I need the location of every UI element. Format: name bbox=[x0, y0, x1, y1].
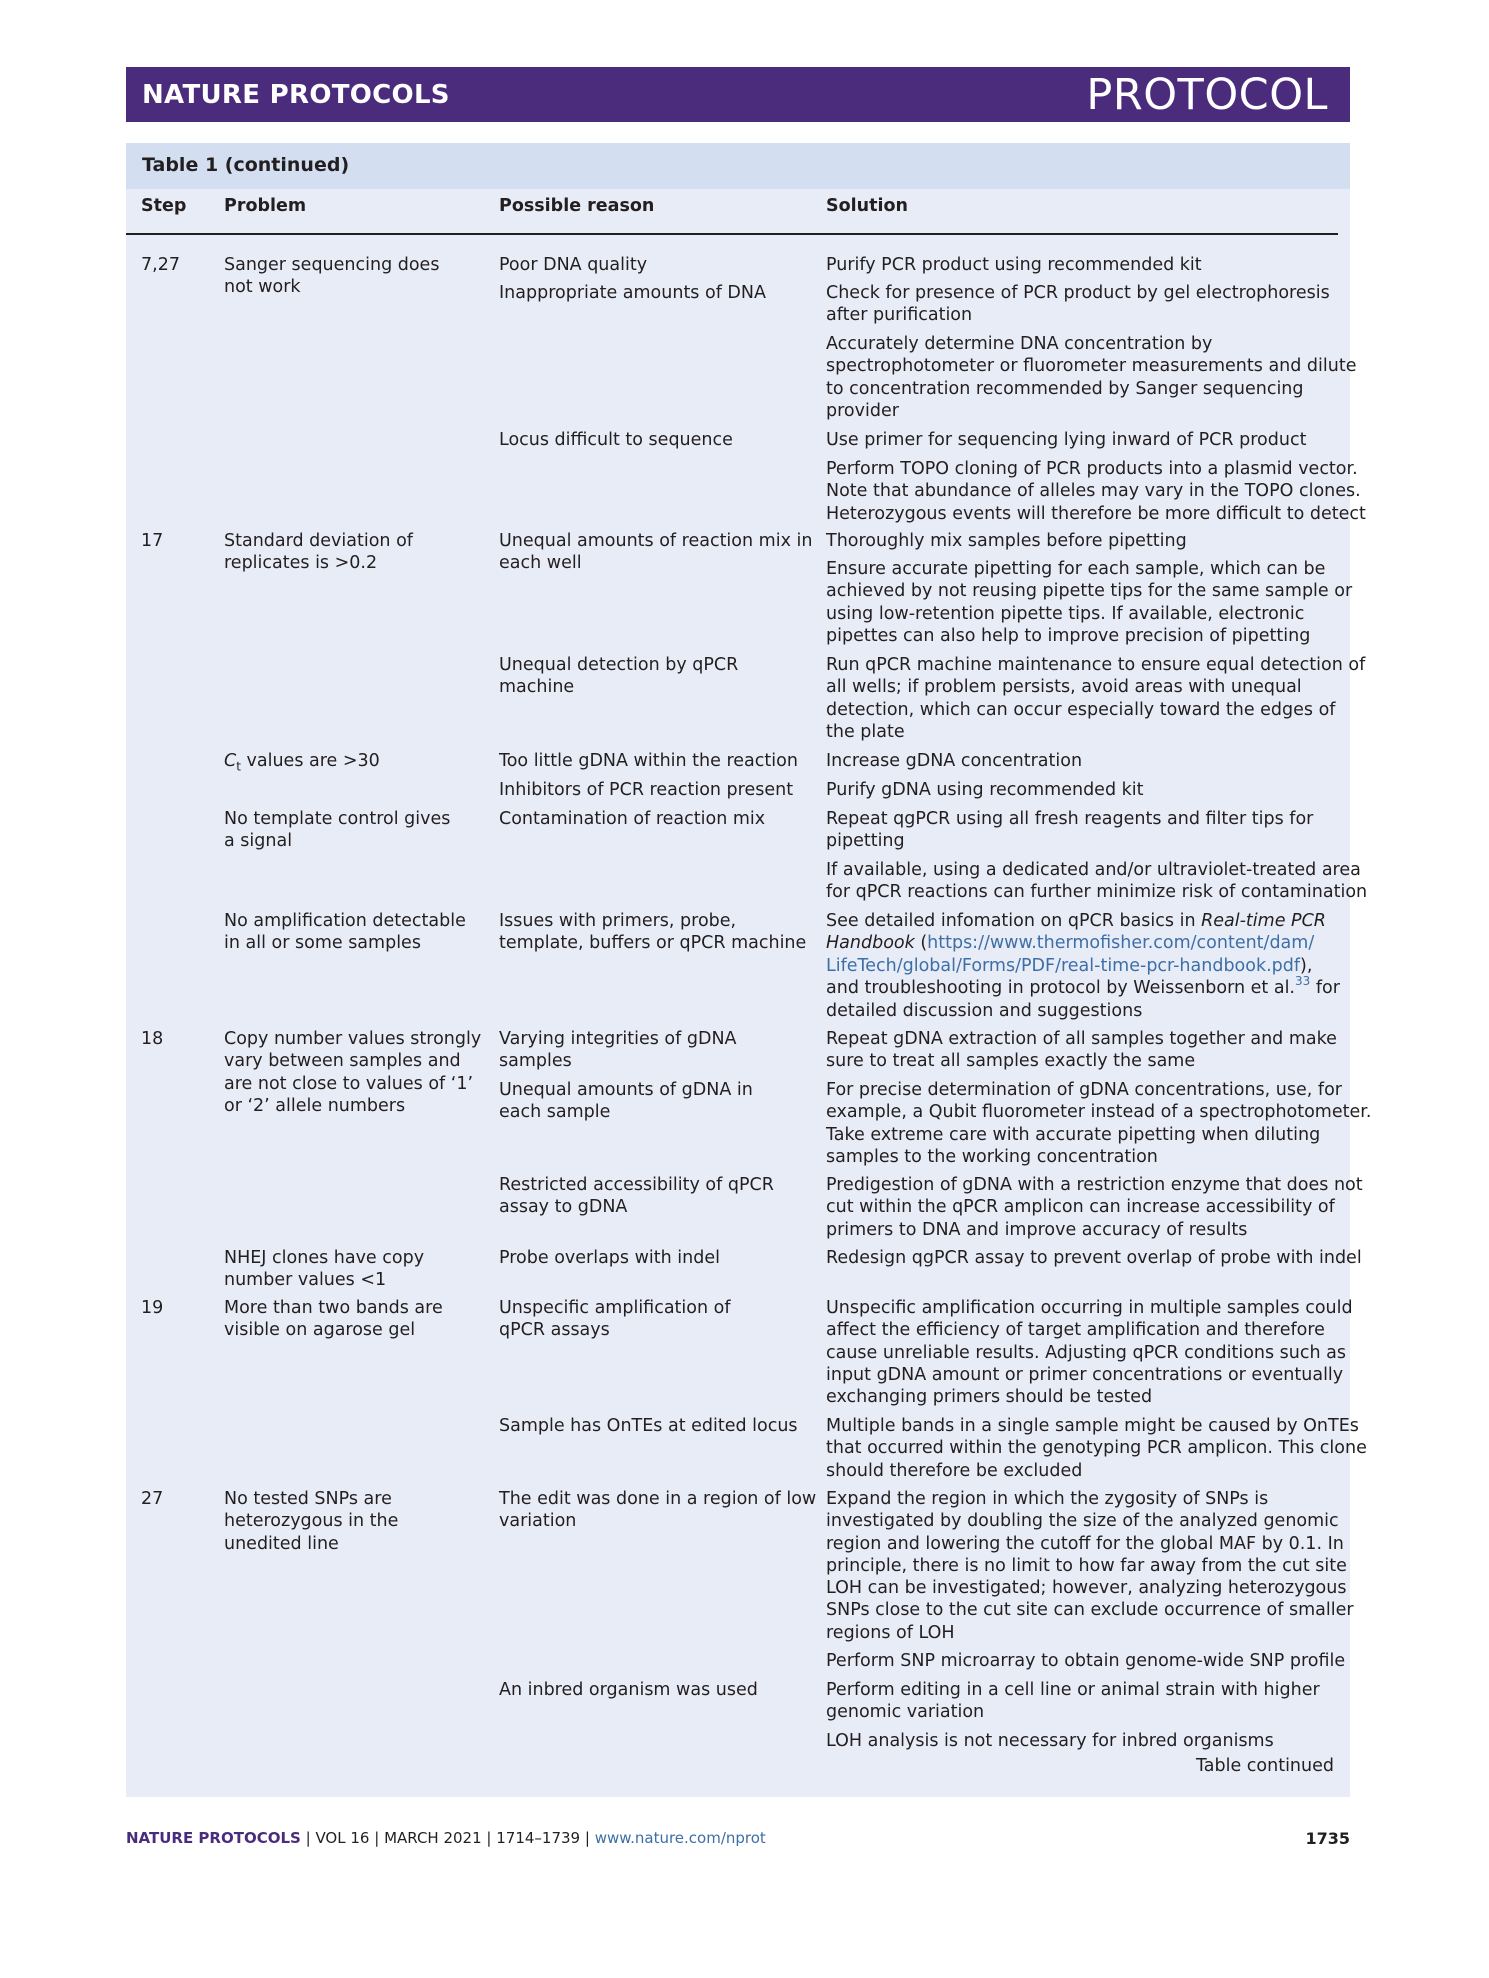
handbook-link[interactable]: https://www.thermofisher.com/content/dam/ bbox=[927, 933, 1315, 954]
solution-cell: Perform TOPO cloning of PCR products into a plasmid vector. Note that abundance of alleles may vary in the TOPO clones. Heterozygous events will therefore be more difficult to detect bbox=[826, 459, 1366, 524]
column-header-step: Step bbox=[141, 196, 187, 216]
page-footer: NATURE PROTOCOLS | VOL 16 | MARCH 2021 | 1714–1739 | www.nature.com/nprot bbox=[126, 1829, 766, 1847]
table-continued-note: Table continued bbox=[1195, 1756, 1334, 1776]
solution-cell: Repeat gDNA extraction of all samples together and make sure to treat all samples exactly the same bbox=[826, 1029, 1337, 1072]
solution-cell: Redesign qgPCR assay to prevent overlap of probe with indel bbox=[826, 1248, 1362, 1268]
solution-cell: Expand the region in which the zygosity of SNPs is investigated by doubling the size of the analyzed genomic region and lowering the cutoff for the global MAF by 0.1. In principle, there is no limit to how far away from the cut site LOH can be investigated; however, analyzing heterozygous SNPs close to the cut site can exclude occurrence of smaller regions of LOH bbox=[826, 1489, 1354, 1643]
problem-cell: NHEJ clones have copy number values <1 bbox=[224, 1248, 425, 1291]
reason-cell: The edit was done in a region of low variation bbox=[499, 1489, 817, 1532]
reason-cell: Sample has OnTEs at edited locus bbox=[499, 1416, 798, 1436]
reason-cell: Contamination of reaction mix bbox=[499, 809, 766, 829]
section-label: PROTOCOL bbox=[1086, 70, 1328, 120]
step-cell: 18 bbox=[141, 1029, 164, 1049]
solution-cell: Perform SNP microarray to obtain genome-wide SNP profile bbox=[826, 1651, 1346, 1671]
solution-cell: Check for presence of PCR product by gel electrophoresis after purification bbox=[826, 283, 1330, 326]
solution-cell: Perform editing in a cell line or animal strain with higher genomic variation bbox=[826, 1680, 1320, 1723]
solution-cell: Multiple bands in a single sample might be caused by OnTEs that occurred within the genotyping PCR amplicon. This clone should therefore be excluded bbox=[826, 1416, 1367, 1481]
footer-date: MARCH 2021 bbox=[384, 1829, 482, 1847]
footer-volume: VOL 16 bbox=[315, 1829, 370, 1847]
solution-cell: Accurately determine DNA concentration by spectrophotometer or fluorometer measurements and dilute to concentration recommended by Sanger sequencing provider bbox=[826, 334, 1357, 421]
reason-cell: Inhibitors of PCR reaction present bbox=[499, 780, 794, 800]
page-number: 1735 bbox=[1305, 1829, 1350, 1848]
column-header-reason: Possible reason bbox=[499, 196, 655, 216]
reason-cell: Unequal amounts of reaction mix in each well bbox=[499, 531, 813, 574]
reason-cell: Inappropriate amounts of DNA bbox=[499, 283, 766, 303]
reason-cell: An inbred organism was used bbox=[499, 1680, 758, 1700]
solution-cell: See detailed infomation on qPCR basics in Real-time PCR Handbook (https://www.thermofisher.com/content/dam/ LifeTech/global/Forms/PDF/real-time-pcr-handbook.pdf), and troubleshooting in protocol by Weissenborn et al.$^{33}$ for detailed discussion and suggestions bbox=[826, 911, 1340, 1022]
problem-cell: No template control gives a signal bbox=[224, 809, 451, 852]
solution-cell: For precise determination of gDNA concentrations, use, for example, a Qubit fluorometer instead of a spectrophotometer. Take extreme care with accurate pipetting when diluting samples to the working concentration bbox=[826, 1080, 1372, 1167]
reason-cell: Unequal detection by qPCR machine bbox=[499, 655, 739, 698]
reason-cell: Locus difficult to sequence bbox=[499, 430, 733, 450]
solution-cell: Purify PCR product using recommended kit bbox=[826, 255, 1202, 275]
footer-journal: NATURE PROTOCOLS bbox=[126, 1829, 301, 1847]
problem-cell: No amplification detectable in all or some samples bbox=[224, 911, 466, 954]
problem-cell: Copy number values strongly vary between samples and are not close to values of ‘1’ or ‘2’ allele numbers bbox=[224, 1029, 482, 1116]
problem-cell: $C_t$ values are >30 bbox=[224, 751, 380, 774]
problem-cell: Standard deviation of replicates is >0.2 bbox=[224, 531, 413, 574]
solution-cell: Ensure accurate pipetting for each sample, which can be achieved by not reusing pipette tips for the same sample or using low-retention pipette tips. If available, electronic pipettes can also help to improve precision of pipetting bbox=[826, 559, 1353, 646]
problem-cell: No tested SNPs are heterozygous in the unedited line bbox=[224, 1489, 399, 1554]
reference-link[interactable]: 33 bbox=[1295, 973, 1311, 988]
solution-cell: LOH analysis is not necessary for inbred organisms bbox=[826, 1731, 1274, 1751]
reason-cell: Restricted accessibility of qPCR assay to gDNA bbox=[499, 1175, 774, 1218]
solution-cell: Run qPCR machine maintenance to ensure equal detection of all wells; if problem persists, avoid areas with unequal detection, which can occur especially toward the edges of the plate bbox=[826, 655, 1366, 742]
reason-cell: Varying integrities of gDNA samples bbox=[499, 1029, 737, 1072]
solution-cell: Repeat qgPCR using all fresh reagents and filter tips for pipetting bbox=[826, 809, 1314, 852]
journal-header-bar bbox=[126, 67, 1350, 122]
solution-cell: Thoroughly mix samples before pipetting bbox=[826, 531, 1187, 551]
reason-cell: Poor DNA quality bbox=[499, 255, 648, 275]
footer-url-link[interactable]: www.nature.com/nprot bbox=[594, 1829, 766, 1847]
column-header-solution: Solution bbox=[826, 196, 908, 216]
table-title-bar bbox=[126, 143, 1350, 189]
solution-cell: Use primer for sequencing lying inward of PCR product bbox=[826, 430, 1307, 450]
step-cell: 7,27 bbox=[141, 255, 180, 275]
solution-cell: Unspecific amplification occurring in multiple samples could affect the efficiency of target amplification and therefore cause unreliable results. Adjusting qPCR conditions such as input gDNA amount or primer concentrations or eventually exchanging primers should be tested bbox=[826, 1298, 1353, 1408]
solution-cell: Purify gDNA using recommended kit bbox=[826, 780, 1144, 800]
reason-cell: Issues with primers, probe, template, buffers or qPCR machine bbox=[499, 911, 807, 954]
step-cell: 27 bbox=[141, 1489, 164, 1509]
solution-cell: If available, using a dedicated and/or ultraviolet-treated area for qPCR reactions can further minimize risk of contamination bbox=[826, 860, 1368, 903]
reason-cell: Unequal amounts of gDNA in each sample bbox=[499, 1080, 753, 1123]
problem-cell: Sanger sequencing does not work bbox=[224, 255, 440, 298]
problem-cell: More than two bands are visible on agarose gel bbox=[224, 1298, 443, 1341]
step-cell: 19 bbox=[141, 1298, 164, 1318]
column-header-problem: Problem bbox=[224, 196, 307, 216]
header-rule bbox=[126, 233, 1338, 235]
solution-cell: Increase gDNA concentration bbox=[826, 751, 1083, 771]
reason-cell: Unspecific amplification of qPCR assays bbox=[499, 1298, 731, 1341]
solution-cell: Predigestion of gDNA with a restriction enzyme that does not cut within the qPCR amplicon can increase accessibility of primers to DNA and improve accuracy of results bbox=[826, 1175, 1363, 1240]
journal-name: NATURE PROTOCOLS bbox=[142, 80, 450, 110]
reason-cell: Probe overlaps with indel bbox=[499, 1248, 720, 1268]
table-title: Table 1 (continued) bbox=[142, 154, 350, 176]
reason-cell: Too little gDNA within the reaction bbox=[499, 751, 798, 771]
handbook-link-cont[interactable]: LifeTech/global/Forms/PDF/real-time-pcr-handbook.pdf bbox=[826, 955, 1301, 976]
step-cell: 17 bbox=[141, 531, 164, 551]
footer-pages: 1714–1739 bbox=[496, 1829, 581, 1847]
